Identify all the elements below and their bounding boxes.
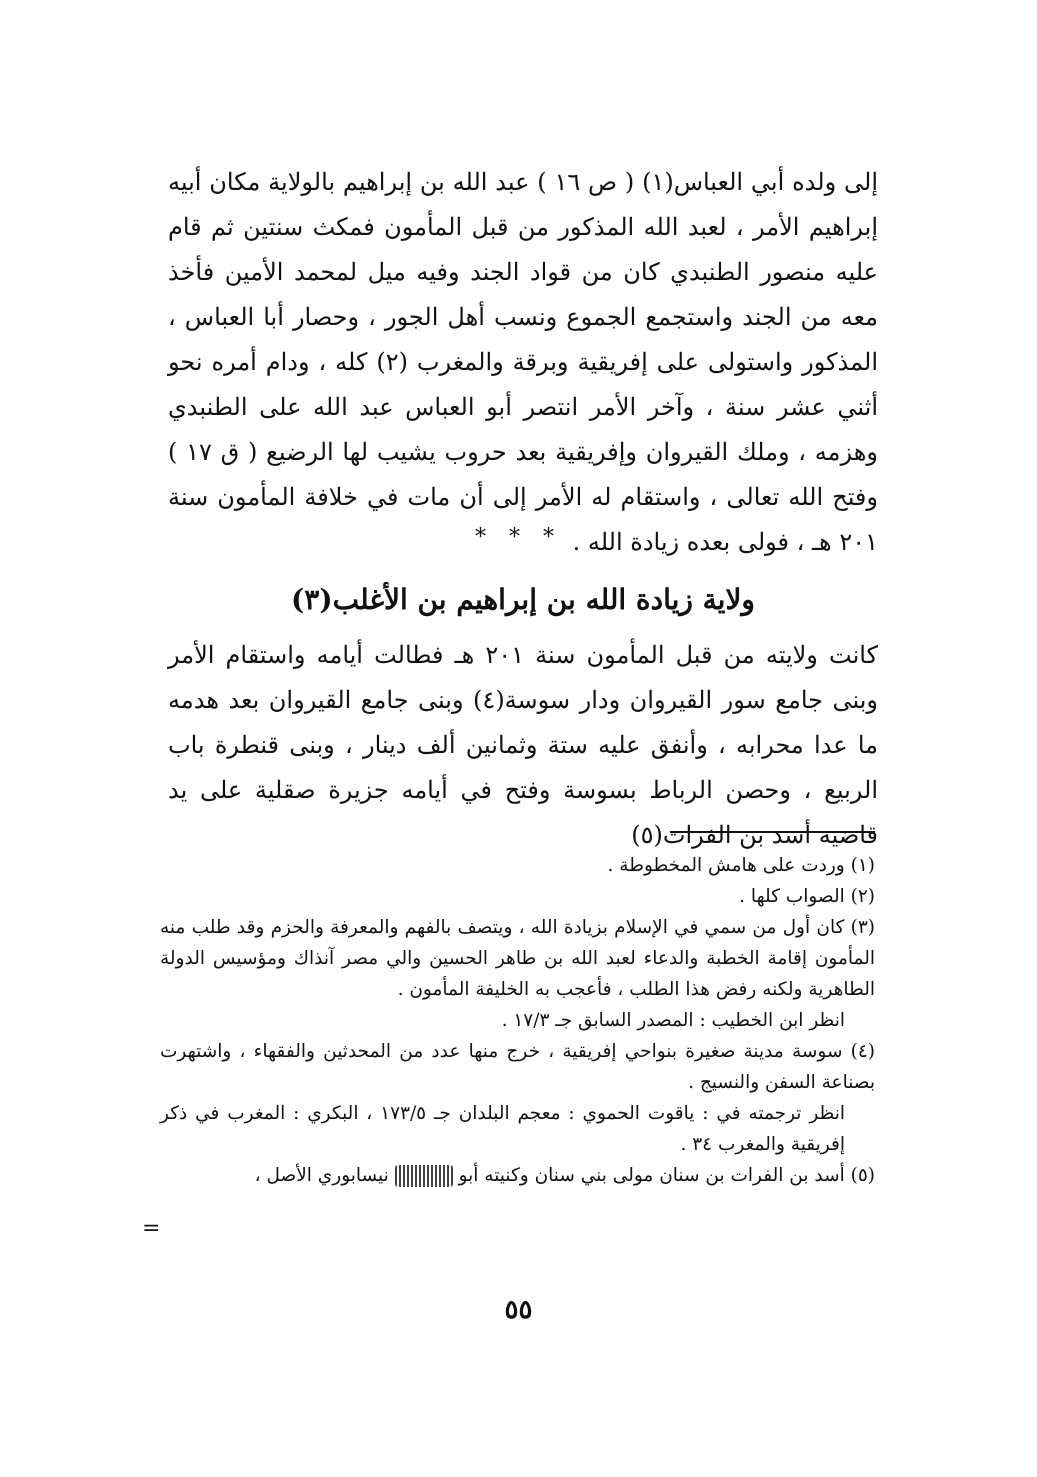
footnote-5 [160,1160,875,1191]
page-number: ٥٥ [504,1295,533,1325]
footnote-2: (٢) الصواب كلها . [739,886,875,907]
footnote-divider [670,831,875,833]
paragraph-1: إلى ولده أبي العباس(١) ( ص ١٦ ) عبد الله بن إبراهيم بالولاية مكان أبيه إبراهيم الأمر ، لعبد الله المذكور من قبل المأمون فمكث سنتين ثم قام عليه منصور الطنبدي كان من قواد الجند وفيه ميل لمحمد الأمين فأخذ معه من الجند واستجمع الجموع ونسب أهل الجور ، وحصار أبا العباس ، المذكور واستولى على إفريقية وبرقة والمغرب (٢) كله ، ودام أمره نحو أثني عشر سنة ، وآخر الأمر انتصر أبو العباس عبد الله على الطنبدي وهزمه ، وملك القيروان وإفريقية بعد حروب يشيب لها الرضيع ( ق ١٧ ) وفتح الله تعالى ، واستقام له الأمر إلى أن مات في خلافة المأمون سنة ٢٠١ هـ ، فولى بعده زيادة الله . [168,168,878,556]
footnote-5-start: (٥) أسد بن الفرات بن سنان مولى بني سنان وكنيته أبو [458,1165,875,1186]
section-heading: ولاية زيادة الله بن إبراهيم بن الأغلب(٣) [291,583,755,616]
footnote-4-reference: انظر ترجمته في : ياقوت الحموي : معجم البلدان جـ ١٧٣/٥ ، البكري : المغرب في ذكر إفريقية والمغرب ٣٤ . [160,1103,845,1155]
footnote-4: (٤) سوسة مدينة صغيرة بنواحي إفريقية ، خرج منها عدد من المحدثين والفقهاء ، واشتهرت بصناعة السفن والنسيج . [160,1041,875,1093]
continuation-mark: = [142,1216,161,1241]
section-separator: * * * [475,525,562,550]
footnote-3: (٣) كان أول من سمي في الإسلام بزيادة الله ، ويتصف بالفهم والمعرفة والحزم وقد طلب منه المأمون إقامة الخطبة والدعاء لعبد الله بن طاهر الحسين والي مصر آنذاك ومؤسيس الدولة الطاهرية ولكنه رفض هذا الطلب ، فأعجب به الخليفة المأمون . [160,917,875,1000]
footnote-5-end: نيسابوري الأصل ، [254,1165,389,1186]
paragraph-2: كانت ولايته من قبل المأمون سنة ٢٠١ هـ فطالت أيامه واستقام الأمر وبنى جامع سور القيروان ودار سوسة(٤) وبنى جامع القيروان بعد هدمه ما عدا محرابه ، وأنفق عليه ستة وثمانين ألف دينار ، وبنى قنطرة باب الربيع ، وحصن الرباط بسوسة وفتح في أيامه جزيرة صقلية على يد قاضيه أسد بن الفرات(٥) [168,641,879,849]
footnotes [160,850,875,1191]
footnote-1: (١) وردت على هامش المخطوطة . [607,855,875,876]
ink-smudge [395,1165,453,1187]
footnote-3-reference: انظر ابن الخطيب : المصدر السابق جـ ١٧/٣ . [501,1010,845,1031]
